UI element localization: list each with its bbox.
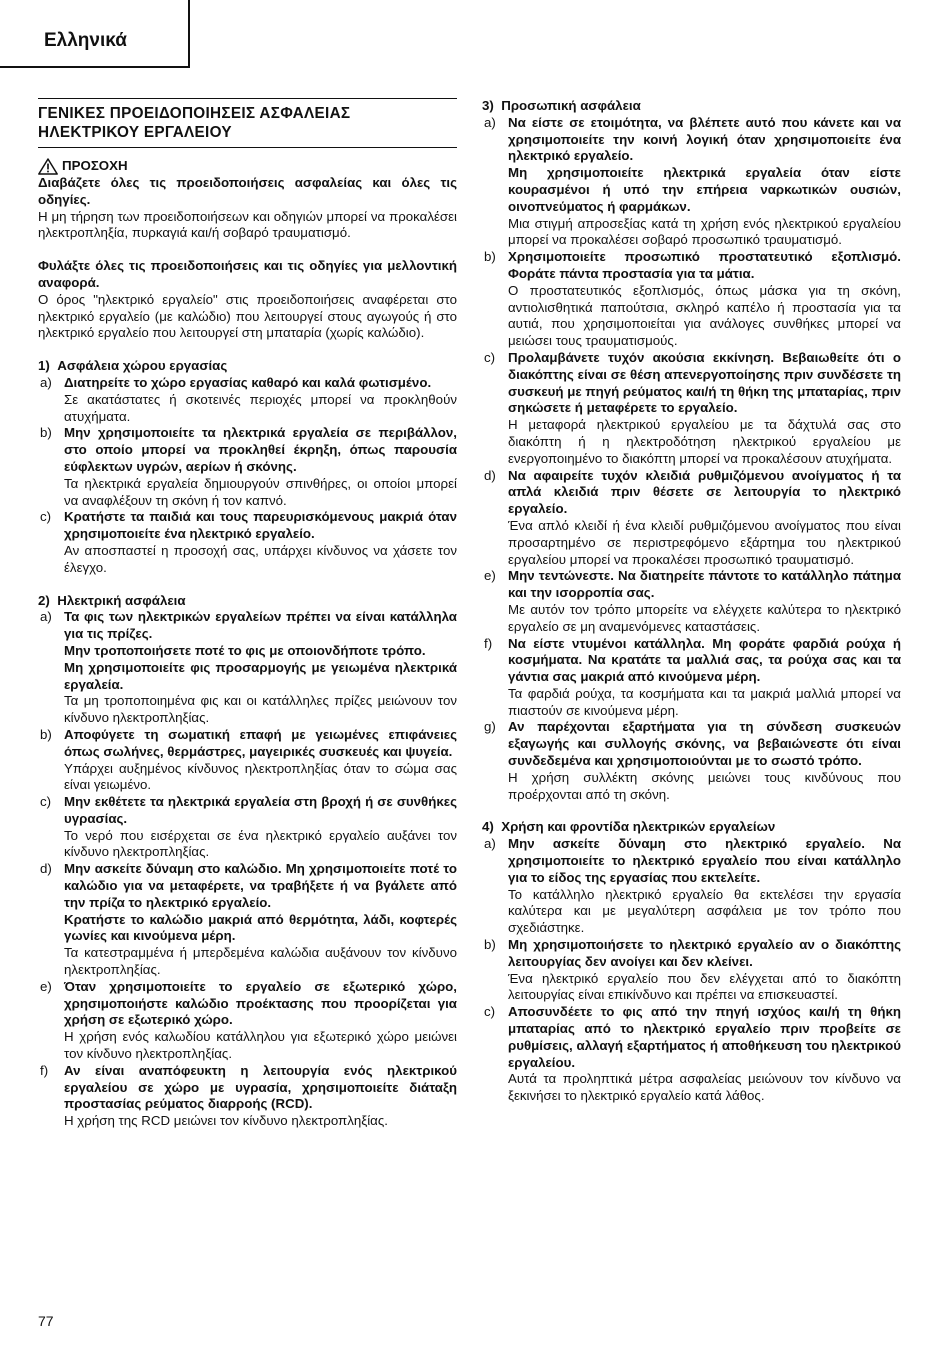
list-item bbox=[40, 861, 457, 979]
item-label: g) bbox=[484, 719, 496, 735]
item-text: Ένα απλό κλειδί ή ένα κλειδί ρυθμιζόμενου ανοίγματος που είναι προσαρτημένο σε περιστρεφόμενο εξάρτημα του ηλεκτρικού εργαλείου μπορεί να προκαλέσει προσωπικό τραυματισμό. bbox=[508, 517, 901, 567]
item-label: e) bbox=[40, 978, 52, 994]
item-label: f) bbox=[484, 635, 493, 651]
item-label: d) bbox=[40, 861, 52, 877]
language-label: Ελληνικά bbox=[44, 30, 127, 51]
item-label: b) bbox=[40, 425, 52, 441]
item-bold: Μην ασκείτε δύναμη στο ηλεκτρικό εργαλείο. Να χρησιμοποιείτε το ηλεκτρικό εργαλείο που είναι κατάλληλο για το είδος της εργασίας που εκτελείτε. bbox=[508, 836, 901, 885]
item-text: Η χρήση ενός καλωδίου κατάλληλου για εξωτερικό χώρο μειώνει τον κίνδυνο ηλεκτροπληξίας. bbox=[64, 1029, 457, 1062]
item-label: c) bbox=[484, 349, 496, 365]
item-label: f) bbox=[40, 1062, 49, 1078]
caution-keep-instruction: Φυλάξτε όλες τις προειδοποιήσεις και τις οδηγίες για μελλοντική αναφορά. bbox=[38, 258, 457, 290]
section-personal-safety bbox=[482, 98, 901, 803]
list-item bbox=[484, 350, 901, 468]
list-item bbox=[40, 727, 457, 794]
section-title: 4) Χρήση και φροντίδα ηλεκτρικών εργαλείων bbox=[482, 819, 776, 835]
item-label: d) bbox=[484, 467, 496, 483]
section-work-area bbox=[38, 358, 457, 576]
item-label: c) bbox=[484, 1004, 496, 1020]
item-text: Με αυτόν τον τρόπο μπορείτε να ελέγχετε καλύτερα το ηλεκτρικό εργαλείο σε μη αναμενόμενες καταστάσεις. bbox=[508, 601, 901, 634]
item-bold: Να είστε σε ετοιμότητα, να βλέπετε αυτό που κάνετε και να χρησιμοποιείτε την κοινή λογική όταν χρησιμοποιείτε ένα ηλεκτρικό εργαλείο. bbox=[508, 114, 901, 164]
list-item bbox=[484, 836, 901, 937]
item-bold: Μην εκθέτετε τα ηλεκτρικά εργαλεία στη βροχή ή σε συνθήκες υγρασίας. bbox=[64, 794, 457, 826]
list-item bbox=[484, 115, 901, 249]
item-text: Υπάρχει αυξημένος κίνδυνος ηλεκτροπληξίας όταν το σώμα σας είναι γειωμένο. bbox=[64, 760, 457, 793]
item-bold: Αν παρέχονται εξαρτήματα για τη σύνδεση συσκευών εξαγωγής και συλλογής σκόνης, να βεβαιώνεστε ότι είναι συνδεδεμένα και χρησιμοποιούνται με το σωστό τρόπο. bbox=[508, 719, 901, 769]
item-label: c) bbox=[40, 794, 52, 810]
item-label: c) bbox=[40, 509, 52, 525]
language-tab bbox=[0, 0, 190, 68]
item-bold: Να είστε ντυμένοι κατάλληλα. Μη φοράτε φαρδιά ρούχα ή κοσμήματα. Να κρατάτε τα μαλλιά σας, τα ρούχα σας και τα γάντια σας μακριά από κινούμενα μέρη. bbox=[508, 635, 901, 685]
item-label: b) bbox=[40, 726, 52, 742]
list-item bbox=[40, 1063, 457, 1130]
item-text: Η μεταφορά ηλεκτρικού εργαλείου με τα δάχτυλά σας στο διακόπτη ή η ηλεκτροδότηση ηλεκτρικού εργαλείου με ενεργοποιημένο το διακόπτη μπορεί να προκαλέσουν ατυχήματα. bbox=[508, 417, 901, 466]
item-text: Αν αποσπαστεί η προσοχή σας, υπάρχει κίνδυνος να χάσετε τον έλεγχο. bbox=[64, 542, 457, 575]
item-bold: Διατηρείτε το χώρο εργασίας καθαρό και καλά φωτισμένο. bbox=[64, 374, 432, 390]
item-bold: Χρησιμοποιείτε προσωπικό προστατευτικό εξοπλισμό. Φοράτε πάντα προστασία για τα μάτια. bbox=[508, 249, 901, 281]
item-text: Ο προστατευτικός εξοπλισμός, όπως μάσκα για τη σκόνη, αντιολισθητικά παπούτσια, σκληρό καπέλο ή προστασία για τα αυτιά, που χρησιμοποιείται για ανάλογες συνθήκες μπορεί να μειώσει τους τραυματισμούς. bbox=[508, 282, 901, 349]
item-bold: Μην χρησιμοποιείτε τα ηλεκτρικά εργαλεία σε περιβάλλον, στο οποίο μπορεί να προκληθεί έκρηξη, όπως παρουσία εύφλεκτων υγρών, αερίων ή σκόνης. bbox=[64, 425, 457, 474]
item-text: Το κατάλληλο ηλεκτρικό εργαλείο θα εκτελέσει την εργασία καλύτερα και με μεγαλύτερη ασφάλεια με τον τρόπο που σχεδιάστηκε. bbox=[508, 886, 901, 936]
item-text: Η χρήση συλλέκτη σκόνης μειώνει τους κινδύνους που προέρχονται από τη σκόνη. bbox=[508, 769, 901, 802]
item-label: b) bbox=[484, 249, 496, 265]
item-text: Ένα ηλεκτρικό εργαλείο που δεν ελέγχεται από το διακόπτη λειτουργίας είναι επικίνδυνο και πρέπει να επισκευαστεί. bbox=[508, 970, 901, 1003]
section-electrical bbox=[38, 593, 457, 1131]
list-item bbox=[484, 636, 901, 720]
list-item bbox=[484, 719, 901, 803]
section-title: 3) Προσωπική ασφάλεια bbox=[482, 98, 641, 113]
item-text: Τα μη τροποποιημένα φις και οι κατάλληλες πρίζες μειώνουν τον κίνδυνο ηλεκτροπληξίας. bbox=[64, 693, 457, 726]
item-text: Μια στιγμή απροσεξίας κατά τη χρήση ενός ηλεκτρικού εργαλείου μπορεί να προκαλέσει σοβαρό προσωπικό τραυματισμό. bbox=[508, 215, 901, 248]
item-text: Αυτά τα προληπτικά μέτρα ασφαλείας μειώνουν τον κίνδυνο να ξεκινήσει το ηλεκτρικό εργαλείο κατά λάθος. bbox=[508, 1071, 901, 1104]
list-item bbox=[40, 375, 457, 425]
item-text: Τα κατεστραμμένα ή μπερδεμένα καλώδια αυξάνουν τον κίνδυνο ηλεκτροπληξίας. bbox=[64, 945, 457, 978]
item-text: Η χρήση της RCD μειώνει τον κίνδυνο ηλεκτροπληξίας. bbox=[64, 1113, 388, 1129]
item-label: a) bbox=[40, 609, 52, 625]
item-label: a) bbox=[484, 836, 496, 852]
item-bold: Προλαμβάνετε τυχόν ακούσια εκκίνηση. Βεβαιωθείτε ότι ο διακόπτης είναι σε θέση απενεργοποίησης πριν συνδέσετε τη συσκευή με πηγή ρεύματος και/ή τη θήκη της μπαταρίας, πριν σηκώσετε ή μεταφέρετε το εργαλείο. bbox=[508, 349, 901, 416]
item-bold: Τα φις των ηλεκτρικών εργαλείων πρέπει να είναι κατάλληλα για τις πρίζες. bbox=[64, 609, 457, 642]
item-bold: Να αφαιρείτε τυχόν κλειδιά ρυθμιζόμενου ανοίγματος ή τα απλά κλειδιά πριν θέσετε σε λειτουργία το ηλεκτρικό εργαλείο. bbox=[508, 467, 901, 517]
list-item bbox=[40, 509, 457, 576]
right-column bbox=[482, 98, 901, 1121]
item-bold: Μην ασκείτε δύναμη στο καλώδιο. Μη χρησιμοποιείτε ποτέ το καλώδιο για να μεταφέρετε, να τραβήξετε ή να βγάλετε από την πρίζα το ηλεκτρικό εργαλείο. bbox=[64, 861, 457, 910]
caution-keep-text: Ο όρος "ηλεκτρικό εργαλείο" στις προειδοποιήσεις αναφέρεται στο ηλεκτρικό εργαλείο (με καλώδιο) που λειτουργεί στους αγωγούς ή στο ηλεκτρικό εργαλείο που λειτουργεί στη μπαταρία (χωρίς καλώδιο). bbox=[38, 291, 457, 341]
item-bold: Κρατήστε τα παιδιά και τους παρευρισκόμενους μακριά όταν χρησιμοποιείτε ένα ηλεκτρικό εργαλείο. bbox=[64, 509, 457, 542]
section-tool-use-care bbox=[482, 819, 901, 1105]
list-item bbox=[484, 468, 901, 569]
item-bold-2: Μη χρησιμοποιείτε ηλεκτρικά εργαλεία όταν είστε κουρασμένοι ή υπό την επήρεια ναρκωτικών ουσιών, οινοπνεύματος ή φαρμάκων. bbox=[508, 165, 901, 214]
section-title: 1) Ασφάλεια χώρου εργασίας bbox=[38, 358, 228, 374]
list-item bbox=[484, 249, 901, 350]
item-label: b) bbox=[484, 937, 496, 953]
list-item bbox=[40, 794, 457, 861]
list-item bbox=[40, 609, 457, 727]
section-title: 2) Ηλεκτρική ασφάλεια bbox=[38, 592, 186, 608]
item-bold-3: Μη χρησιμοποιείτε φις προσαρμογής με γειωμένα ηλεκτρικά εργαλεία. bbox=[64, 659, 457, 692]
list-item bbox=[40, 979, 457, 1063]
item-bold: Αν είναι αναπόφευκτη η λειτουργία ενός ηλεκτρικού εργαλείου σε χώρο με υγρασία, χρησιμοποιείτε διάταξη προστασίας ρεύματος διαρροής (RCD). bbox=[64, 1062, 457, 1112]
item-label: e) bbox=[484, 568, 496, 584]
caution-read-text: Η μη τήρηση των προειδοποιήσεων και οδηγιών μπορεί να προκαλέσει ηλεκτροπληξία, πυρκαγιά και/ή σοβαρό τραυματισμό. bbox=[38, 208, 457, 241]
caution-read-instruction: Διαβάζετε όλες τις προειδοποιήσεις ασφαλείας και όλες τις οδηγίες. bbox=[38, 175, 457, 207]
item-bold-2: Μην τροποποιήσετε ποτέ το φις με οποιονδήποτε τρόπο. bbox=[64, 642, 426, 658]
item-label: a) bbox=[484, 114, 496, 130]
page-number: 77 bbox=[38, 1313, 54, 1329]
list-item bbox=[484, 568, 901, 635]
warning-triangle-icon bbox=[38, 158, 58, 175]
item-bold-2: Κρατήστε το καλώδιο μακριά από θερμότητα, λάδι, κοφτερές γωνίες και κινούμενα μέρη. bbox=[64, 911, 457, 944]
item-text: Σε ακατάστατες ή σκοτεινές περιοχές μπορεί να προκληθούν ατυχήματα. bbox=[64, 391, 457, 424]
main-title: ΓΕΝΙΚΕΣ ΠΡΟΕΙΔΟΠΟΙΗΣΕΙΣ ΑΣΦΑΛΕΙΑΣ ΗΛΕΚΤΡΙΚΟΥ ΕΡΓΑΛΕΙΟΥ bbox=[38, 98, 457, 148]
list-item bbox=[484, 1004, 901, 1105]
item-text: Το νερό που εισέρχεται σε ένα ηλεκτρικό εργαλείο αυξάνει τον κίνδυνο ηλεκτροπληξίας. bbox=[64, 827, 457, 860]
caution-label: ΠΡΟΣΟΧΗ bbox=[62, 158, 128, 174]
item-text: Τα ηλεκτρικά εργαλεία δημιουργούν σπινθήρες, οι οποίοι μπορεί να αναφλέξουν τη σκόνη ή τον καπνό. bbox=[64, 475, 457, 508]
caution-heading bbox=[38, 158, 457, 175]
item-bold: Όταν χρησιμοποιείτε το εργαλείο σε εξωτερικό χώρο, χρησιμοποιήστε καλώδιο προέκτασης που προορίζεται για χρήση σε εξωτερικό χώρο. bbox=[64, 978, 457, 1028]
item-text: Τα φαρδιά ρούχα, τα κοσμήματα και τα μακριά μαλλιά μπορεί να πιαστούν σε κινούμενα μέρη. bbox=[508, 685, 901, 718]
item-label: a) bbox=[40, 374, 52, 390]
left-column bbox=[38, 98, 457, 1146]
list-item bbox=[40, 425, 457, 509]
list-item bbox=[484, 937, 901, 1004]
item-bold: Μη χρησιμοποιήσετε το ηλεκτρικό εργαλείο αν ο διακόπτης λειτουργίας δεν ανοίγει και δεν κλείνει. bbox=[508, 937, 901, 969]
item-bold: Αποσυνδέετε το φις από την πηγή ισχύος και/ή τη θήκη μπαταρίας από το ηλεκτρικό εργαλείο πριν προβείτε σε ρυθμίσεις, αλλαγή εξαρτήματος ή αποθήκευση του ηλεκτρικού εργαλείου. bbox=[508, 1004, 901, 1070]
item-bold: Αποφύγετε τη σωματική επαφή με γειωμένες επιφάνειες όπως σωλήνες, θερμάστρες, μαγειρικές συσκευές και ψυγεία. bbox=[64, 726, 457, 759]
item-bold: Μην τεντώνεστε. Να διατηρείτε πάντοτε το κατάλληλο πάτημα και την ισορροπία σας. bbox=[508, 568, 901, 601]
